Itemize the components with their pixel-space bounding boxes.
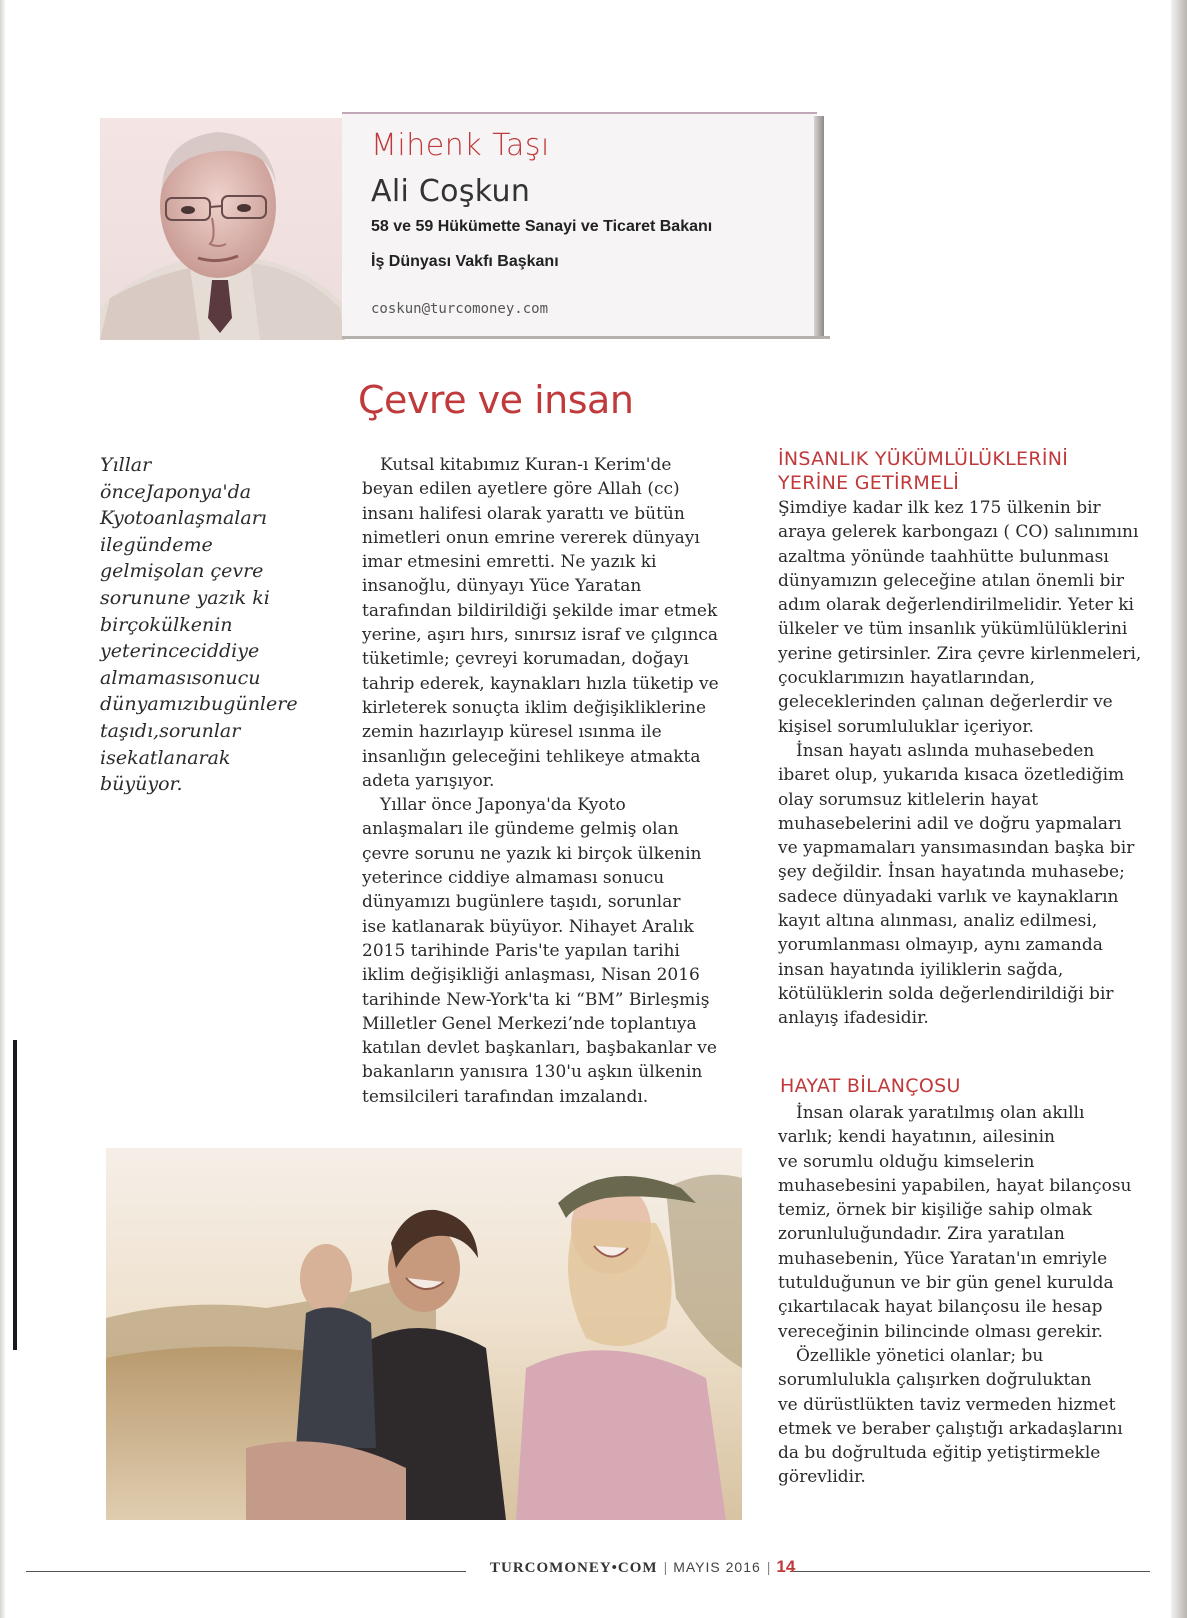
text-line: insanoğlu, dünyayı Yüce Yaratan <box>362 576 642 597</box>
text-line: İnsan olarak yaratılmış olan akıllı <box>796 1103 1085 1123</box>
section-heading-1-line-2: YERİNE GETİRMELİ <box>778 472 960 494</box>
text-line: adeta yarışıyor. <box>362 770 495 791</box>
column-label: Mihenk Taşı <box>371 128 550 163</box>
text-line: tarihinde New-York'ta ki “BM” Birleşmiş <box>362 989 710 1010</box>
paragraph <box>362 453 762 793</box>
text-line: katılan devlet başkanları, başbakanlar ve <box>362 1038 717 1059</box>
text-line: ciddiye almaması <box>100 640 260 689</box>
text-line: sorunlar ise <box>100 719 241 769</box>
text-line: zorunluluğundadır. Zira yaratılan <box>778 1224 1065 1245</box>
text-line: 2015 tarihinde Paris'te yapılan tarihi <box>362 940 680 961</box>
text-line: tutulduğunun ve bir gün genel kurulda <box>778 1273 1114 1294</box>
text-line: ve dürüstlükten taviz vermeden hizmet <box>778 1394 1116 1415</box>
text-line: ibaret olup, yukarıda kısaca özetlediğim <box>778 765 1125 786</box>
text-line: muhasebesini yapabilen, hayat bilançosu <box>778 1175 1132 1196</box>
text-line: katlanarak büyüyor. <box>100 746 231 796</box>
text-line: yerine, aşırı hırs, sınırsız israf ve çılgınca <box>362 625 719 646</box>
author-portrait <box>100 118 345 340</box>
author-email: coskun@turcomoney.com <box>371 301 549 317</box>
footer-separator: | <box>766 1559 771 1575</box>
text-line: sadece dünyadaki varlık ve kaynakların <box>778 886 1119 907</box>
text-line: sonucu dünyamızı <box>100 666 261 716</box>
text-line: ve sorumlu olduğu kimselerin <box>778 1151 1035 1172</box>
text-line: nimetleri onun emrine vererek dünyayı <box>362 527 700 548</box>
text-line: temsilcileri tarafından imzalandı. <box>362 1086 649 1107</box>
text-line: adım olarak değerlendirilmelidir. Yeter ki <box>778 595 1134 616</box>
text-line: Yıllar önce Japonya'da Kyoto <box>380 795 626 816</box>
text-line: etmek ve beraber çalıştığı arkadaşlarını <box>778 1418 1123 1439</box>
text-line: bugünlere taşıdı, <box>100 693 298 742</box>
text-line: ülkenin yeterince <box>100 613 233 663</box>
text-line: kötülüklerin solda değerlendirildiği bir <box>778 983 1114 1004</box>
text-line: yorumlanması olmayıp, aynı zamanda <box>778 935 1103 956</box>
text-line: varlık; kendi hayatının, ailesinin <box>778 1127 1056 1148</box>
text-line: Milletler Genel Merkezi’nde toplantıya <box>362 1013 697 1034</box>
section-heading-2: HAYAT BİLANÇOSU <box>780 1075 961 1097</box>
text-line: anlayış ifadesidir. <box>778 1008 929 1029</box>
text-line: insanlığın geleceğini tehlikeye atmakta <box>362 746 701 767</box>
text-line: olay sorumsuz kitlelerin hayat <box>778 789 1039 810</box>
text-line: İnsan hayatı aslında muhasebeden <box>796 740 1095 761</box>
text-line: ve yapmamaları yansımasından başka bir <box>778 838 1135 859</box>
text-line: araya gelerek karbongazı ( CO) salınımını <box>778 522 1139 543</box>
footer-issue: MAYIS 2016 <box>673 1559 761 1575</box>
text-line: yerine getirsinler. Zira çevre kirlenmeleri, <box>778 643 1142 664</box>
text-line: kayıt altına alınması, analiz edilmesi, <box>778 911 1098 932</box>
text-line: Kutsal kitabımız Kuran-ı Kerim'de <box>380 455 672 475</box>
text-line: imar etmesini emretti. Ne yazık ki <box>362 552 657 573</box>
text-line: geleceklerinden çalınan değerlerdir ve <box>778 692 1113 713</box>
text-line: dünyamızın geleceğine atılan önemli bir <box>778 570 1124 591</box>
text-line: çevre sorunu ne yazık ki birçok ülkenin <box>362 843 702 864</box>
footer-separator: | <box>663 1559 668 1575</box>
text-line: anlaşmaları ile <box>100 507 267 556</box>
text-line: tüketimle; çevreyi korumadan, doğayı <box>362 649 689 670</box>
footer-rule-left <box>26 1571 466 1572</box>
text-line: kişisel sorumluluklar içeriyor. <box>778 716 1034 737</box>
page-spine <box>0 0 6 1618</box>
page-number: 14 <box>776 1557 796 1576</box>
paragraph <box>778 1344 1173 1490</box>
text-line: azaltma yönünde taahhütte bulunması <box>778 546 1109 567</box>
text-line: insanı halifesi olarak yarattı ve bütün <box>362 503 685 524</box>
text-line: Şimdiye kadar ilk kez 175 ülkenin bir <box>778 498 1101 518</box>
text-line: Yıllar önce <box>100 454 152 503</box>
article-photo <box>106 1148 742 1520</box>
section-heading-1-line-1: İNSANLIK YÜKÜMLÜLÜKLERİNİ <box>778 448 1069 470</box>
text-line: muhasebenin, Yüce Yaratan'ın emriyle <box>778 1248 1108 1269</box>
author-name: Ali Coşkun <box>371 174 531 209</box>
text-line: ülkeler ve tüm insanlık yükümlülüklerini <box>778 619 1128 640</box>
text-line: vereceğinin bilincinde olması gerekir. <box>778 1321 1103 1342</box>
text-line: Japonya'da Kyoto <box>100 480 252 530</box>
text-line: gündeme gelmiş <box>100 533 213 583</box>
pull-quote <box>100 452 298 798</box>
section-heading-1 <box>778 447 1068 495</box>
text-line: tarafından bildirildiği şekilde imar etmek <box>362 600 718 621</box>
text-line: bakanların yanısıra 130'u aşkın ülkenin <box>362 1062 703 1083</box>
article-body-right-2 <box>778 1101 1173 1490</box>
text-line: da bu doğrultuda eğitip yetiştirmekle <box>778 1443 1101 1464</box>
text-line: kirleterek sonuçta iklim değişikliklerine <box>362 697 707 718</box>
text-line: ne yazık ki birçok <box>100 586 270 636</box>
binding-mark <box>13 1040 17 1350</box>
text-line: çıkartılacak hayat bilançosu ile hesap <box>778 1297 1103 1318</box>
article-body-middle <box>362 453 762 1109</box>
text-line: zemin hazırlayıp küresel ısınma ile <box>362 722 662 743</box>
article-title: Çevre ve insan <box>358 378 634 422</box>
text-line: dünyamızı bugünlere taşıdı, sorunlar <box>362 892 681 913</box>
text-line: görevlidir. <box>778 1467 866 1488</box>
footer-rule-right <box>790 1571 1150 1572</box>
text-line: beyan edilen ayetlere göre Allah (cc) <box>362 479 680 500</box>
text-line: ise katlanarak büyüyor. Nihayet Aralık <box>362 916 694 937</box>
text-line: yeterince ciddiye almaması sonucu <box>362 868 665 889</box>
page-footer <box>490 1557 795 1577</box>
author-role-1: 58 ve 59 Hükümette Sanayi ve Ticaret Bakanı <box>371 218 713 235</box>
text-line: şey değildir. İnsan hayatında muhasebe; <box>778 862 1125 883</box>
paragraph <box>362 793 762 1109</box>
paragraph <box>778 1101 1173 1344</box>
text-line: temiz, örnek bir kişiliğe sahip olmak <box>778 1200 1093 1221</box>
paragraph <box>778 496 1173 739</box>
text-line: tahrip ederek, kaynakları hızla tüketip ve <box>362 673 719 694</box>
text-line: iklim değişikliği anlaşması, Nisan 2016 <box>362 965 700 986</box>
text-line: çocuklarımızın hayatlarından, <box>778 668 1036 689</box>
info-panel-rule <box>342 336 830 339</box>
info-panel-edge <box>814 116 824 338</box>
text-line: sorumlulukla çalışırken doğruluktan <box>778 1370 1092 1391</box>
text-line: olan çevre sorunu <box>100 560 264 609</box>
author-role-2: İş Dünyası Vakfı Başkanı <box>371 253 559 270</box>
text-line: insan hayatında iyiliklerin sağda, <box>778 959 1064 980</box>
footer-brand: TURCOMONEY•COM <box>490 1560 658 1576</box>
article-body-right-1 <box>778 496 1173 1031</box>
page-edge-shadow <box>1171 0 1187 1618</box>
paragraph <box>778 739 1173 1031</box>
text-line: anlaşmaları ile gündeme gelmiş olan <box>362 819 679 840</box>
text-line: muhasebelerini adil ve doğru yapmaları <box>778 813 1122 834</box>
text-line: Özellikle yönetici olanlar; bu <box>796 1345 1044 1366</box>
